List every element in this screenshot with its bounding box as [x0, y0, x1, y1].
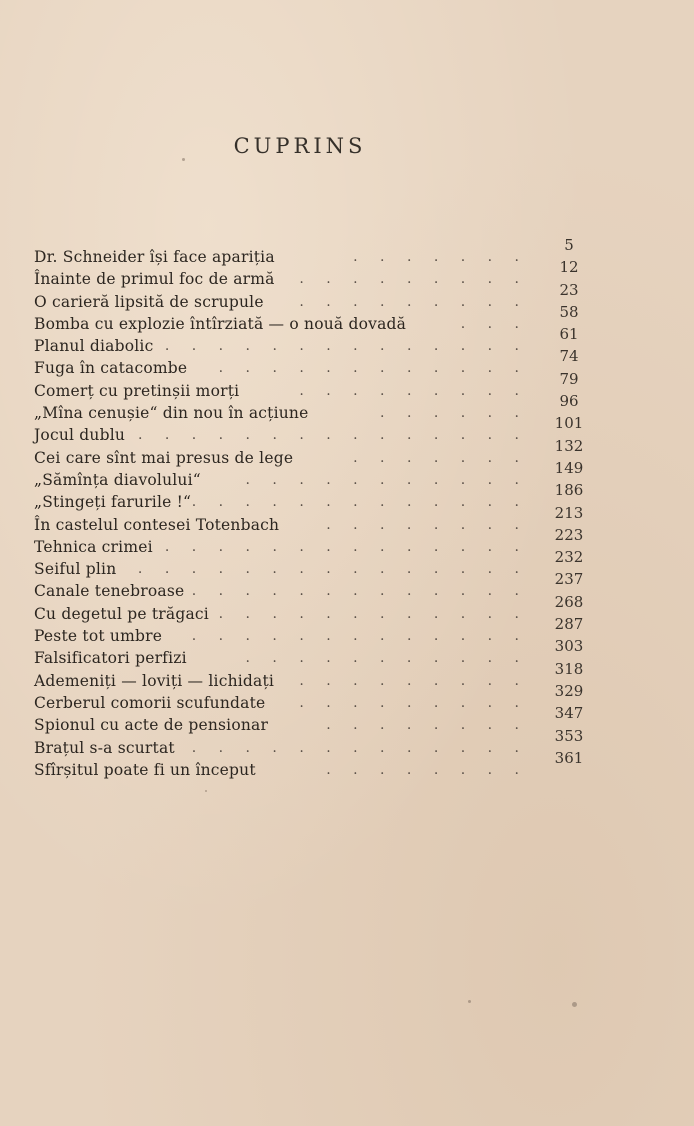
toc-entry-title: Înainte de primul foc de armă	[34, 270, 275, 289]
toc-entry	[34, 280, 594, 313]
toc-entry-title: Sfîrșitul poate fi un început	[34, 760, 256, 779]
toc-entry-page: 5	[564, 236, 574, 254]
toc-entry-page: 61	[559, 325, 579, 344]
toc-entry	[34, 347, 594, 379]
toc-entry-page: 132	[554, 436, 584, 455]
leader-dots: . . . . . . . .	[326, 761, 528, 778]
toc-entry	[34, 548, 594, 580]
toc-entry	[34, 481, 594, 513]
leader-dots: . . . . . . . . .	[299, 271, 528, 288]
toc-entry-title: Dr. Schneider își face apariția	[34, 248, 275, 266]
paper-speck	[468, 1000, 471, 1003]
leader-dots: . . . . . . . . . . . . .	[191, 494, 528, 511]
leader-dots: . . . . . . . . . . . . . . . .	[111, 561, 528, 578]
toc-entry	[34, 570, 594, 602]
toc-entry-page: 23	[559, 280, 579, 299]
toc-entry-page: 58	[559, 302, 579, 321]
toc-entry-page: 79	[559, 369, 579, 388]
toc-entry-title: „Sămînța diavolului“	[34, 470, 201, 489]
leader-dots: . . . . . . . . . . .	[245, 650, 528, 667]
paper-speck	[182, 158, 185, 161]
toc-entry-page: 318	[554, 659, 584, 678]
toc-entry	[34, 392, 594, 424]
toc-entry-page: 74	[559, 347, 579, 366]
leader-dots: . . . . . . . . . . .	[245, 471, 528, 488]
toc-entry	[34, 525, 594, 558]
toc-entry	[34, 436, 594, 469]
toc-entry-title: Comerț cu pretinșii morți	[34, 381, 240, 400]
toc-entry	[34, 592, 594, 625]
toc-entry-page: 12	[559, 258, 579, 277]
toc-entry-page: 361	[554, 748, 584, 767]
leader-dots: . . . . . . . . . . . . .	[191, 583, 528, 600]
toc-entry-page: 149	[554, 458, 584, 477]
toc-entry-page: 232	[554, 548, 584, 567]
toc-entry-title: Seiful plin	[34, 560, 117, 579]
leader-dots: . . . . . . . . .	[299, 672, 528, 689]
toc-entry	[34, 302, 594, 335]
toc-entry-page: 96	[559, 392, 579, 411]
leader-dots: . . . . . .	[380, 405, 528, 422]
leader-dots: . . . . . . . . .	[299, 293, 528, 310]
leader-dots: . . .	[460, 315, 528, 332]
toc-entry	[34, 458, 594, 491]
toc-entry-title: Tehnica crimei	[34, 537, 153, 556]
toc-entry-title: O carieră lipsită de scrupule	[34, 292, 264, 311]
leader-dots: . . . . . . . . . . . . . .	[164, 338, 528, 355]
toc-entry	[34, 659, 594, 692]
toc-entry-page: 303	[554, 637, 584, 656]
leader-dots: . . . . . . . .	[326, 516, 528, 533]
toc-entry-page: 186	[554, 481, 584, 500]
leader-dots: . . . . . . . . .	[299, 694, 528, 711]
page-title: CUPRINS	[233, 134, 367, 158]
leader-dots: . . . . . . . . .	[299, 382, 528, 399]
toc-entry-title: Falsificatori perfizi	[34, 649, 187, 668]
leader-dots: . . . . . . . . . . . .	[218, 360, 528, 377]
toc-entry	[34, 748, 594, 781]
toc-entry	[34, 236, 594, 268]
paper-speck	[572, 1002, 577, 1007]
leader-dots: . . . . . . . . . . . . .	[191, 628, 528, 645]
table-of-contents	[34, 236, 594, 781]
leader-dots: . . . . . . . . . . . . . . .	[137, 427, 528, 444]
toc-entry-title: Cerberul comorii scufundate	[34, 693, 266, 712]
leader-dots: . . . . . . .	[353, 249, 528, 265]
toc-entry	[34, 325, 594, 357]
toc-entry	[34, 681, 594, 714]
toc-entry	[34, 726, 594, 759]
leader-dots: . . . . . . .	[353, 449, 528, 466]
toc-entry-title: Canale tenebroase	[34, 582, 185, 601]
toc-entry-title: Bomba cu explozie întîrziată — o nouă dovadă	[34, 314, 407, 333]
leader-dots: . . . . . . . . . . . . .	[191, 739, 528, 756]
toc-entry-page: 347	[554, 704, 584, 723]
toc-entry-title: „Mîna cenușie“ din nou în acțiune	[34, 404, 309, 423]
toc-entry-page: 101	[554, 414, 584, 433]
toc-entry-title: Planul diabolic	[34, 337, 154, 356]
toc-entry	[34, 258, 594, 290]
toc-entry-page: 353	[554, 726, 584, 745]
leader-dots: . . . . . . . .	[326, 717, 528, 734]
toc-entry-page: 287	[554, 615, 584, 634]
toc-entry-title: Peste tot umbre	[34, 627, 163, 646]
toc-entry-title: Jocul dublu	[34, 426, 126, 445]
toc-entry-title: Cei care sînt mai presus de lege	[34, 448, 294, 467]
toc-entry-page: 237	[554, 570, 584, 589]
toc-entry-title: Ademeniți — loviți — lichidați	[34, 671, 275, 690]
toc-entry-title: „Stingeți farurile !“	[34, 493, 192, 512]
toc-entry-title: Brațul s-a scurtat	[34, 738, 175, 757]
leader-dots: . . . . . . . . . . . . . .	[164, 538, 528, 555]
leader-dots: . . . . . . . . . . . .	[218, 605, 528, 622]
toc-entry-title: Cu degetul pe trăgaci	[34, 604, 209, 623]
toc-entry-title: Fuga în catacombe	[34, 359, 188, 378]
toc-entry	[34, 637, 594, 669]
toc-entry	[34, 704, 594, 736]
toc-entry	[34, 503, 594, 536]
toc-entry	[34, 615, 594, 647]
toc-entry-title: Spionul cu acte de pensionar	[34, 716, 269, 735]
toc-entry	[34, 414, 594, 446]
toc-entry-page: 223	[554, 525, 584, 544]
toc-entry	[34, 369, 594, 402]
toc-entry-page: 213	[554, 503, 584, 522]
toc-entry-page: 329	[554, 681, 584, 700]
paper-speck	[205, 790, 207, 792]
toc-entry-page: 268	[554, 592, 584, 611]
toc-entry-title: În castelul contesei Totenbach	[34, 515, 280, 534]
